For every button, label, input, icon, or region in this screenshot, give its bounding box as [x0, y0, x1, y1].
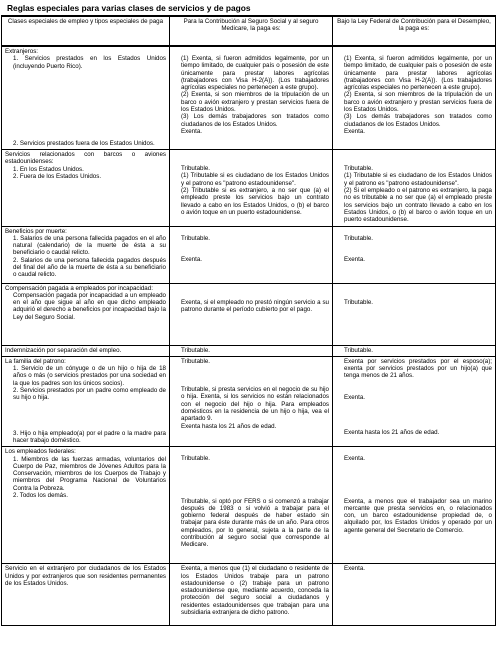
death-social-security	[170, 226, 333, 283]
aliens-label: Extranjeros:	[5, 48, 39, 55]
severance-category	[2, 345, 170, 356]
family-social-security	[170, 356, 333, 446]
federal-category	[2, 447, 170, 564]
table-row-ships	[2, 150, 496, 226]
disability-category	[2, 283, 170, 345]
ships-futa-2: (1) Tributable si es ciudadano de los Estados Unidos y el patrono es "patrono estadounidense".	[344, 172, 492, 187]
death-item-1: 1. Salarios de una persona fallecida pagados en el año natural (calendario) de la muerte de ésta a su beneficiario o caudal relicto.	[13, 234, 166, 257]
table-row-family	[2, 356, 496, 446]
ships-social-security	[170, 150, 333, 226]
table-row-federal	[2, 447, 496, 564]
foreign-social-security	[170, 564, 333, 626]
federal-futa-2: Exenta, a menos que el trabajador sea un marino mercante que presta servicios en, o relacionados con, un barco estadounidense propiedad de, o alquilado por, los Estados Unidos y operado por un agente general del Secretario de Comercio.	[344, 497, 492, 534]
federal-futa	[333, 447, 496, 564]
table-row-death-benefits	[2, 226, 496, 283]
foreign-futa-1: Exenta.	[344, 565, 365, 573]
ships-item-1: 1. En los Estados Unidos.	[13, 165, 84, 173]
aliens-item-1: 1. Servicios prestados en los Estados Unidos (incluyendo Puerto Rico).	[13, 55, 166, 70]
severance-futa	[333, 345, 496, 356]
ships-futa-3: (2) Si el empleado o el patrono es extranjero, la paga no es tributable a no ser que (a) el empleado preste los servicios bajo un contrato llevado a cabo en los Estados Unidos, o (b) el barco o avión toque en un puerto estadounidense.	[344, 187, 492, 224]
ships-category	[2, 150, 170, 226]
disability-futa	[333, 283, 496, 345]
aliens-ss-4: Exenta.	[181, 127, 202, 135]
severance-social-security	[170, 345, 333, 356]
death-ss-1: Tributable.	[181, 234, 211, 242]
aliens-ss-3: (3) Los demás trabajadores son tratados como ciudadanos de los Estados Unidos.	[181, 113, 329, 128]
table-row-disability	[2, 283, 496, 345]
family-item-2: 2. Servicios prestados por un padre como empleado de su hijo o hija.	[13, 387, 166, 402]
disability-futa-1: Tributable.	[344, 298, 374, 306]
aliens-futa-1: (1) Exenta, si fueron admitidos legalmente, por un tiempo limitado, de cualquier país o posesión de este únicamente para prestar labores agrícolas (trabajadores con Visa H-2(A)). (Los trabajadores agrícolas especiales no pertenecen a este grupo).	[344, 55, 492, 92]
family-ss-3: Exenta hasta los 21 años de edad.	[181, 422, 277, 430]
table-header-row	[2, 16, 496, 46]
table-row-foreign-service	[2, 564, 496, 626]
severance-futa-1: Tributable.	[344, 346, 374, 354]
table-row-aliens	[2, 46, 496, 150]
federal-ss-1: Tributable.	[181, 455, 211, 463]
aliens-category	[2, 46, 170, 150]
aliens-ss-2: (2) Exenta, si son miembros de la tripulación de un barco o avión extranjero y prestan servicios fuera de los Estados Unidos.	[181, 91, 329, 114]
family-futa	[333, 356, 496, 446]
foreign-category	[2, 564, 170, 626]
severance-ss-1: Tributable.	[181, 346, 211, 354]
death-futa-2: Exenta.	[344, 255, 365, 263]
death-futa	[333, 226, 496, 283]
disability-label: Compensación pagada a empleados por incapacidad:	[5, 284, 153, 292]
death-futa-1: Tributable.	[344, 234, 374, 242]
aliens-futa-3: (3) Los demás trabajadores son tratados como ciudadanos de los Estados Unidos.	[344, 113, 492, 128]
ships-item-2: 2. Fuera de los Estados Unidos.	[13, 173, 102, 181]
foreign-futa	[333, 564, 496, 626]
federal-item-2: 2. Todos los demás.	[13, 492, 68, 500]
ships-ss-3: (2) Tributable si es extranjero, a no ser que (a) el empleado preste los servicios bajo un contrato llevado a cabo en los Estados Unidos, o (b) el barco o avión toque en un puerto estadounidense.	[181, 187, 329, 216]
aliens-futa	[333, 46, 496, 150]
disability-social-security	[170, 283, 333, 345]
family-futa-2: Exenta.	[344, 393, 365, 401]
federal-social-security	[170, 447, 333, 564]
aliens-futa-4: Exenta.	[344, 127, 365, 135]
header-employment-type: Clases especiales de empleo y tipos especiales de paga	[2, 16, 170, 46]
federal-item-1: 1. Miembros de las fuerzas armadas, voluntarios del Cuerpo de Paz, miembros de Jóvenes Adultos para la Conservación, miembros de los Cuerpos de Trabajo y miembros del Programa Nacional de Voluntarios Contra la Pobreza.	[13, 455, 166, 492]
aliens-ss-1: (1) Exenta, si fueron admitidos legalmente, por un tiempo limitado, de cualquier país o posesión de este únicamente para prestar labores agrícolas (trabajadores con Visa H-2(A)). (Los trabajadores agrícolas especiales no pertenecen a este grupo).	[181, 55, 329, 92]
ships-label: Servicios relacionados con barcos o aviones estadounidenses:	[5, 151, 166, 166]
family-futa-3: Exenta hasta los 21 años de edad.	[344, 429, 440, 437]
family-ss-2: Tributable, si presta servicios en el negocio de su hijo o hija. Exenta, si los servicios no están relacionados con el negocio del hijo o hija. Para empleados domésticos en la residencia de un hijo o hija, vea el apartado 9.	[181, 386, 329, 423]
death-item-2: 2. Salarios de una persona fallecida pagados después del final del año de la muerte de ésta a su beneficiario o caudal relicto.	[13, 256, 166, 279]
family-item-3: 3. Hijo o hija empleado(a) por el padre o la madre para hacer trabajo doméstico.	[13, 429, 166, 444]
aliens-social-security	[170, 46, 333, 150]
rules-table	[1, 15, 496, 626]
disability-item-1: Compensación pagada por incapacidad a un empleado en el año que sigue al año en que dicho empleado adquirió el derecho a beneficios por incapacidad bajo la Ley del Seguro Social.	[13, 291, 166, 321]
header-social-security: Para la Contribución al Seguro Social y al seguro Medicare, la paga es:	[170, 16, 333, 46]
family-label: La familia del patrono:	[5, 357, 66, 365]
family-ss-1: Tributable.	[181, 357, 211, 365]
death-category	[2, 226, 170, 283]
foreign-label: Servicio en el extranjero por ciudadanos de los Estados Unidos y por extranjeros que son residentes permanentes de los Estados Unidos.	[5, 565, 166, 587]
table-title: Reglas especiales para varias clases de servicios y de pagos	[7, 3, 251, 13]
ships-futa	[333, 150, 496, 226]
header-futa: Bajo la Ley Federal de Contribución para el Desempleo, la paga es:	[333, 16, 496, 46]
ships-ss-1: Tributable.	[181, 165, 211, 173]
ships-futa-1: Tributable.	[344, 165, 374, 173]
aliens-futa-2: (2) Exenta, si son miembros de la tripulación de un barco o avión extranjero y prestan servicios fuera de los Estados Unidos.	[344, 91, 492, 114]
family-item-1: 1. Servicio de un cónyuge o de un hijo o hija de 18 años o más (o servicios prestados por una sociedad en la que los padres son los únicos socios).	[13, 365, 166, 387]
disability-ss-1: Exenta, si el empleado no prestó ningún servicio a su patrono durante el período cubierto por el pago.	[181, 298, 329, 313]
family-futa-1: Exenta por servicios prestados por el esposo(a); exenta por servicios prestados por un hijo(a) que tenga menos de 21 años.	[344, 357, 492, 380]
federal-label: Los empleados federales:	[5, 448, 76, 456]
death-label: Beneficios por muerte:	[5, 227, 67, 235]
table-row-severance	[2, 345, 496, 356]
foreign-ss-1: Exenta, a menos que (1) el ciudadano o residente de los Estados Unidos trabaje para un patrono estadounidense o (2) trabaje para un patrono estadounidense que, mediante acuerdo, conceda la protección del seguro social a ciudadanos y residentes estadounidenses que trabajan para una subsidiaria extranjera de dicho patrono.	[181, 565, 329, 617]
aliens-item-2: 2. Servicios prestados fuera de los Estados Unidos.	[13, 139, 155, 147]
ships-ss-2: (1) Tributable si es ciudadano de los Estados Unidos y el patrono es "patrono estadounidense".	[181, 172, 329, 187]
federal-futa-1: Exenta.	[344, 455, 365, 463]
death-ss-2: Exenta.	[181, 255, 202, 263]
family-category	[2, 356, 170, 446]
severance-label: Indemnización por separación del empleo.	[5, 346, 122, 354]
federal-ss-2: Tributable, si optó por FERS o si comenzó a trabajar después de 1983 o si volvió a trabajar para el gobierno federal después de haber estado sin trabajar para éste durante más de un año. Para otros empleados, por lo general, sujeta a la parte de la contribución al seguro social que corresponde al Medicare.	[181, 497, 329, 549]
